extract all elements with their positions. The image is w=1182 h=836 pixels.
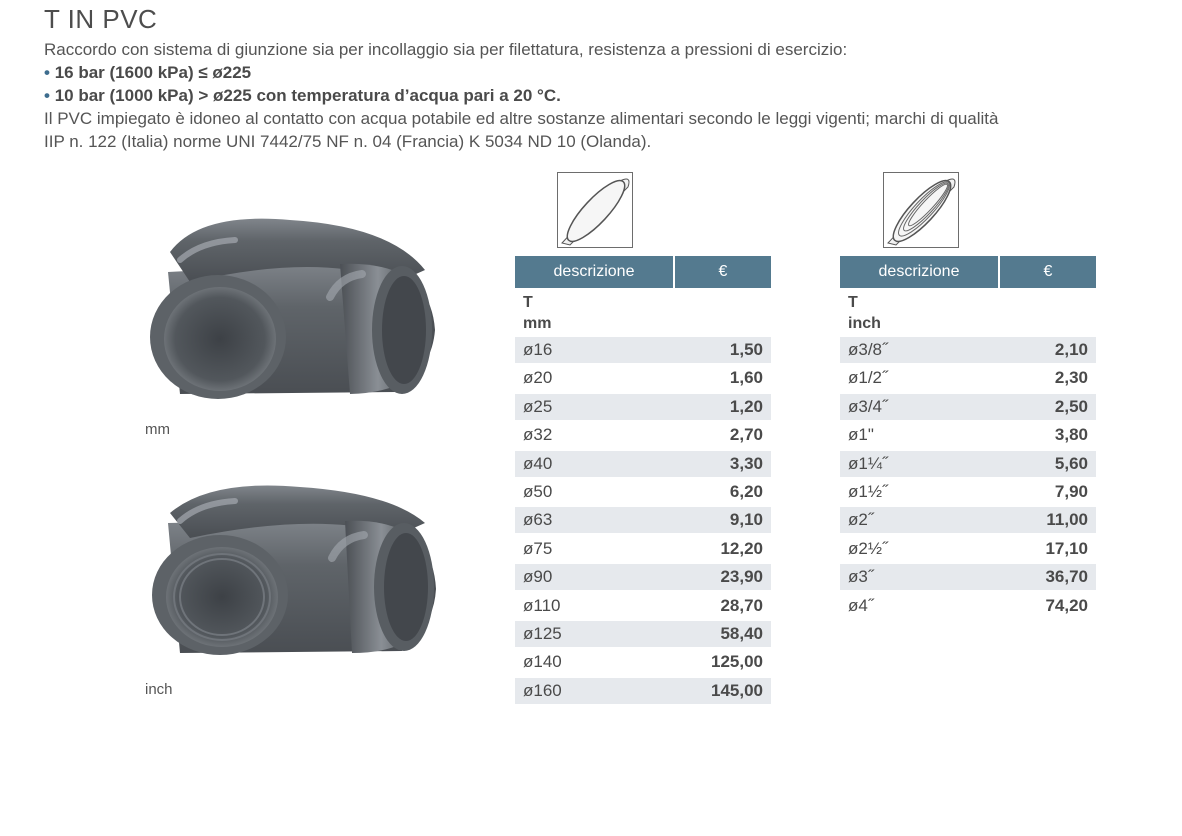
price-cell: 9,10 bbox=[729, 510, 763, 530]
price-cell: 3,30 bbox=[729, 453, 763, 473]
size-cell: ø63 bbox=[523, 510, 553, 530]
table-row bbox=[515, 479, 771, 505]
table-row bbox=[840, 451, 1096, 477]
inch-caption: inch bbox=[145, 681, 173, 698]
price-cell: 28,70 bbox=[720, 595, 763, 615]
pressure-bullet-2 bbox=[44, 84, 1164, 107]
bullet-text: 10 bar (1000 kPa) > ø225 con temperatura d’acqua pari a 20 °C. bbox=[54, 86, 561, 105]
tee-inch-photo bbox=[140, 483, 440, 663]
table-row bbox=[515, 507, 771, 533]
size-cell: ø1/2˝ bbox=[848, 368, 888, 388]
size-cell: ø25 bbox=[523, 396, 553, 416]
table-row bbox=[515, 621, 771, 647]
price-cell: 1,20 bbox=[729, 396, 763, 416]
bullet-marker: • bbox=[44, 63, 50, 82]
size-cell: ø110 bbox=[523, 595, 561, 615]
table-header bbox=[515, 256, 771, 288]
table-header bbox=[840, 256, 1096, 288]
price-cell: 145,00 bbox=[711, 680, 763, 700]
column-header-description: descrizione bbox=[840, 256, 1000, 288]
table-row bbox=[515, 365, 771, 391]
price-cell: 74,20 bbox=[1045, 595, 1088, 615]
size-cell: ø140 bbox=[523, 652, 562, 672]
tee-mm-photo bbox=[140, 212, 440, 407]
intro-line: Il PVC impiegato è idoneo al contatto con acqua potabile ed altre sostanze alimentari secondo le leggi vigenti; marchi di qualità bbox=[44, 109, 999, 128]
table-row bbox=[840, 337, 1096, 363]
table-row bbox=[840, 536, 1096, 562]
column-header-description: descrizione bbox=[515, 256, 675, 288]
price-cell: 12,20 bbox=[720, 538, 763, 558]
table-row bbox=[515, 593, 771, 619]
bullet-marker: • bbox=[44, 86, 50, 105]
price-cell: 36,70 bbox=[1045, 567, 1088, 587]
pressure-bullet-1 bbox=[44, 61, 1164, 84]
type-label: T bbox=[848, 294, 858, 311]
table-row bbox=[515, 337, 771, 363]
price-cell: 58,40 bbox=[720, 623, 763, 643]
table-row bbox=[840, 394, 1096, 420]
size-cell: ø160 bbox=[523, 680, 562, 700]
size-cell: ø3/8˝ bbox=[848, 340, 888, 359]
table-row bbox=[840, 507, 1096, 533]
table-row bbox=[840, 479, 1096, 505]
price-table-mm bbox=[515, 256, 771, 706]
price-cell: 2,30 bbox=[1054, 368, 1088, 388]
type-label: T bbox=[523, 294, 533, 311]
price-cell: 2,50 bbox=[1054, 396, 1088, 416]
price-cell: 11,00 bbox=[1046, 510, 1088, 530]
size-cell: ø3/4˝ bbox=[848, 396, 888, 416]
size-cell: ø3˝ bbox=[848, 567, 874, 587]
price-cell: 5,60 bbox=[1054, 453, 1088, 473]
column-header-price: € bbox=[1000, 256, 1096, 288]
price-cell: 6,20 bbox=[729, 481, 763, 501]
intro-line: IIP n. 122 (Italia) norme UNI 7442/75 NF n. 04 (Francia) K 5034 ND 10 (Olanda). bbox=[44, 132, 652, 151]
price-cell: 23,90 bbox=[720, 567, 763, 587]
size-cell: ø2½˝ bbox=[848, 538, 888, 558]
unit-label: inch bbox=[848, 315, 881, 332]
table-row bbox=[515, 422, 771, 448]
size-cell: ø1½˝ bbox=[848, 481, 888, 501]
size-cell: ø75 bbox=[523, 538, 553, 558]
price-table-inch bbox=[840, 256, 1096, 621]
unit-label: mm bbox=[523, 315, 552, 332]
table-subheader bbox=[515, 288, 771, 334]
column-header-price: € bbox=[675, 256, 771, 288]
size-cell: ø1" bbox=[848, 425, 874, 445]
size-cell: ø90 bbox=[523, 567, 553, 587]
bullet-text: 16 bar (1600 kPa) ≤ ø225 bbox=[54, 63, 252, 82]
table-row bbox=[515, 536, 771, 562]
table-row bbox=[840, 593, 1096, 619]
price-cell: 125,00 bbox=[711, 652, 763, 672]
size-cell: ø32 bbox=[523, 425, 553, 445]
price-cell: 1,60 bbox=[729, 368, 763, 388]
price-cell: 7,90 bbox=[1054, 481, 1088, 501]
intro-line: Raccordo con sistema di giunzione sia per incollaggio sia per filettatura, resistenza a pressioni di esercizio: bbox=[44, 40, 848, 59]
table-row bbox=[840, 365, 1096, 391]
price-cell: 3,80 bbox=[1054, 425, 1088, 445]
size-cell: ø16 bbox=[523, 340, 553, 359]
size-cell: ø1¼˝ bbox=[848, 453, 888, 473]
size-cell: ø40 bbox=[523, 453, 553, 473]
threaded-joint-icon bbox=[883, 172, 959, 248]
size-cell: ø2˝ bbox=[848, 510, 874, 530]
size-cell: ø125 bbox=[523, 623, 562, 643]
price-cell: 17,10 bbox=[1045, 538, 1088, 558]
size-cell: ø4˝ bbox=[848, 595, 874, 615]
table-row bbox=[515, 649, 771, 675]
table-row bbox=[840, 422, 1096, 448]
size-cell: ø50 bbox=[523, 481, 553, 501]
price-cell: 2,70 bbox=[729, 425, 763, 445]
table-subheader bbox=[840, 288, 1096, 334]
size-cell: ø20 bbox=[523, 368, 553, 388]
table-row bbox=[515, 394, 771, 420]
page-title: T IN PVC bbox=[44, 4, 158, 34]
price-cell: 2,10 bbox=[1054, 340, 1088, 359]
table-row bbox=[515, 564, 771, 590]
table-row bbox=[840, 564, 1096, 590]
mm-caption: mm bbox=[145, 421, 170, 438]
price-cell: 1,50 bbox=[729, 340, 763, 359]
table-row bbox=[515, 678, 771, 704]
glue-joint-icon bbox=[557, 172, 633, 248]
product-description bbox=[44, 38, 1164, 153]
table-row bbox=[515, 451, 771, 477]
